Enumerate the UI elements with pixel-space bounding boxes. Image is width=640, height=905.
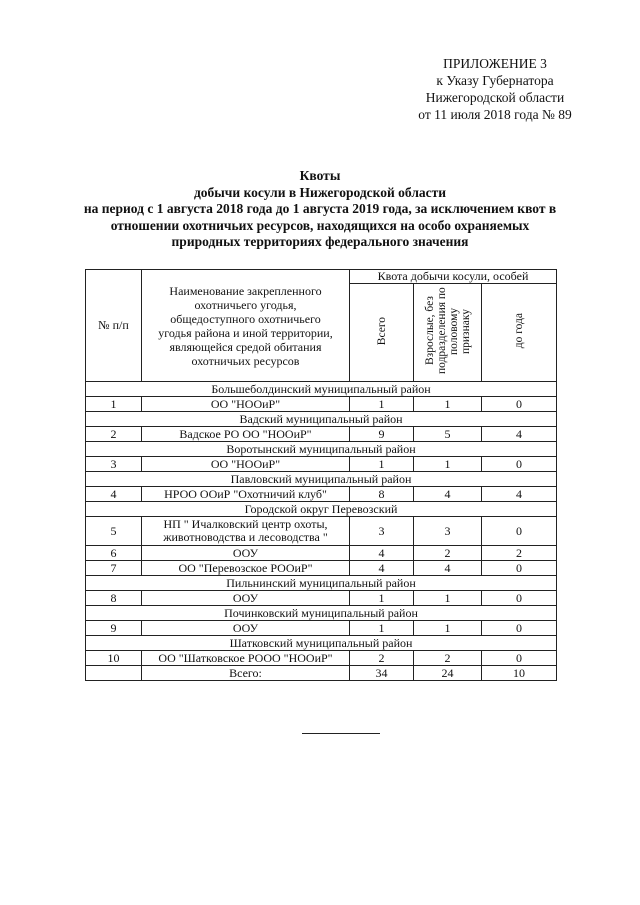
header-total: Всего [375, 316, 388, 346]
row-young: 0 [482, 621, 557, 636]
row-adults: 3 [414, 517, 482, 546]
appendix-decree: к Указу Губернатора [436, 73, 554, 88]
row-total: 4 [350, 546, 414, 561]
table-row [86, 397, 557, 412]
district-name: Воротынский муниципальный район [86, 442, 557, 457]
totals-young: 10 [482, 666, 557, 681]
row-adults: 2 [414, 546, 482, 561]
row-name: Вадское РО ОО "НООиР" [142, 427, 350, 442]
table-row [86, 561, 557, 576]
row-total: 1 [350, 457, 414, 472]
row-adults: 5 [414, 427, 482, 442]
district-row [86, 472, 557, 487]
totals-adults: 24 [414, 666, 482, 681]
row-name: ОО "Перевозское РООиР" [142, 561, 350, 576]
row-young: 0 [482, 651, 557, 666]
row-young: 0 [482, 397, 557, 412]
table-row [86, 546, 557, 561]
row-young: 0 [482, 591, 557, 606]
title-line-4: отношении охотничьих ресурсов, находящихся на особо охраняемых [110, 217, 530, 233]
row-name: ООУ [142, 621, 350, 636]
district-row [86, 382, 557, 397]
row-name: ООУ [142, 591, 350, 606]
header-quota: Квота добычи косули, особей [350, 270, 557, 284]
title-line-2: добычи косули в Нижегородской области [193, 184, 447, 200]
district-name: Шатковский муниципальный район [86, 636, 557, 651]
district-row [86, 636, 557, 651]
row-name: НРОО ООиР "Охотничий клуб" [142, 487, 350, 502]
row-num: 6 [86, 546, 142, 561]
district-name: Вадский муниципальный район [86, 412, 557, 427]
row-adults: 1 [414, 397, 482, 412]
row-name: ООУ [142, 546, 350, 561]
totals-row [86, 666, 557, 681]
row-young: 0 [482, 517, 557, 546]
row-total: 1 [350, 397, 414, 412]
table-row [86, 457, 557, 472]
appendix-header [380, 55, 610, 123]
row-num: 10 [86, 651, 142, 666]
header-name-line: общедоступного охотничьего [170, 311, 321, 326]
title-line-5: природных территориях федерального значения [171, 234, 469, 249]
district-row [86, 412, 557, 427]
header-name-line: угодья района и иной территории, [158, 325, 333, 340]
title-line-1: Квоты [299, 168, 341, 183]
header-name [142, 270, 350, 382]
row-name: ОО "НООиР" [142, 457, 350, 472]
row-young: 4 [482, 427, 557, 442]
district-row [86, 576, 557, 591]
header-adults-cell [414, 284, 482, 382]
row-num: 8 [86, 591, 142, 606]
header-num: № п/п [86, 270, 142, 382]
header-young-cell [482, 284, 557, 382]
totals-total: 34 [350, 666, 414, 681]
document-title [60, 168, 580, 251]
row-young: 0 [482, 457, 557, 472]
header-name-line: являющейся средой обитания [169, 339, 322, 354]
row-name: ОО "Шатковское РООО "НООиР" [142, 651, 350, 666]
row-num: 9 [86, 621, 142, 636]
row-num: 3 [86, 457, 142, 472]
row-num: 2 [86, 427, 142, 442]
table-row [86, 591, 557, 606]
row-total: 1 [350, 621, 414, 636]
row-name-line: животноводства и лесоводства " [163, 530, 328, 544]
row-num: 4 [86, 487, 142, 502]
district-name: Починковский муниципальный район [86, 606, 557, 621]
district-row [86, 502, 557, 517]
appendix-date: от 11 июля 2018 года № 89 [418, 107, 572, 122]
table-row [86, 517, 557, 546]
appendix-label: ПРИЛОЖЕНИЕ 3 [443, 56, 547, 71]
row-total: 9 [350, 427, 414, 442]
closing-line [302, 733, 380, 734]
row-name-line: НП " Ичалковский центр охоты, [163, 517, 328, 531]
district-row [86, 442, 557, 457]
header-name-line: охотничьего угодья, [194, 297, 297, 312]
row-total: 1 [350, 591, 414, 606]
row-adults: 2 [414, 651, 482, 666]
district-name: Павловский муниципальный район [86, 472, 557, 487]
district-name: Большеболдинский муниципальный район [86, 382, 557, 397]
table-row [86, 427, 557, 442]
appendix-region: Нижегородской области [425, 90, 565, 105]
row-name [142, 517, 350, 546]
table-row [86, 621, 557, 636]
table-header-row [86, 270, 557, 284]
quota-table [85, 269, 557, 681]
table-row [86, 487, 557, 502]
totals-label: Всего: [142, 666, 350, 681]
header-adults: Взрослые, без подразделения по половому признаку [423, 287, 472, 375]
district-name: Городской округ Перевозский [86, 502, 557, 517]
row-num: 5 [86, 517, 142, 546]
row-adults: 4 [414, 487, 482, 502]
row-adults: 1 [414, 591, 482, 606]
row-young: 0 [482, 561, 557, 576]
row-num: 7 [86, 561, 142, 576]
row-adults: 1 [414, 457, 482, 472]
header-name-line: охотничьих ресурсов [191, 353, 300, 368]
title-line-3: на период с 1 августа 2018 года до 1 августа 2019 года, за исключением квот в [83, 201, 557, 216]
row-total: 2 [350, 651, 414, 666]
row-young: 4 [482, 487, 557, 502]
header-total-cell [350, 284, 414, 382]
district-name: Пильнинский муниципальный район [86, 576, 557, 591]
row-total: 3 [350, 517, 414, 546]
row-name: ОО "НООиР" [142, 397, 350, 412]
row-adults: 4 [414, 561, 482, 576]
header-name-line: Наименование закрепленного [169, 283, 322, 298]
row-total: 8 [350, 487, 414, 502]
row-adults: 1 [414, 621, 482, 636]
row-young: 2 [482, 546, 557, 561]
totals-num [86, 666, 142, 681]
district-row [86, 606, 557, 621]
row-num: 1 [86, 397, 142, 412]
table-row [86, 651, 557, 666]
row-total: 4 [350, 561, 414, 576]
header-young: до года [513, 313, 525, 349]
